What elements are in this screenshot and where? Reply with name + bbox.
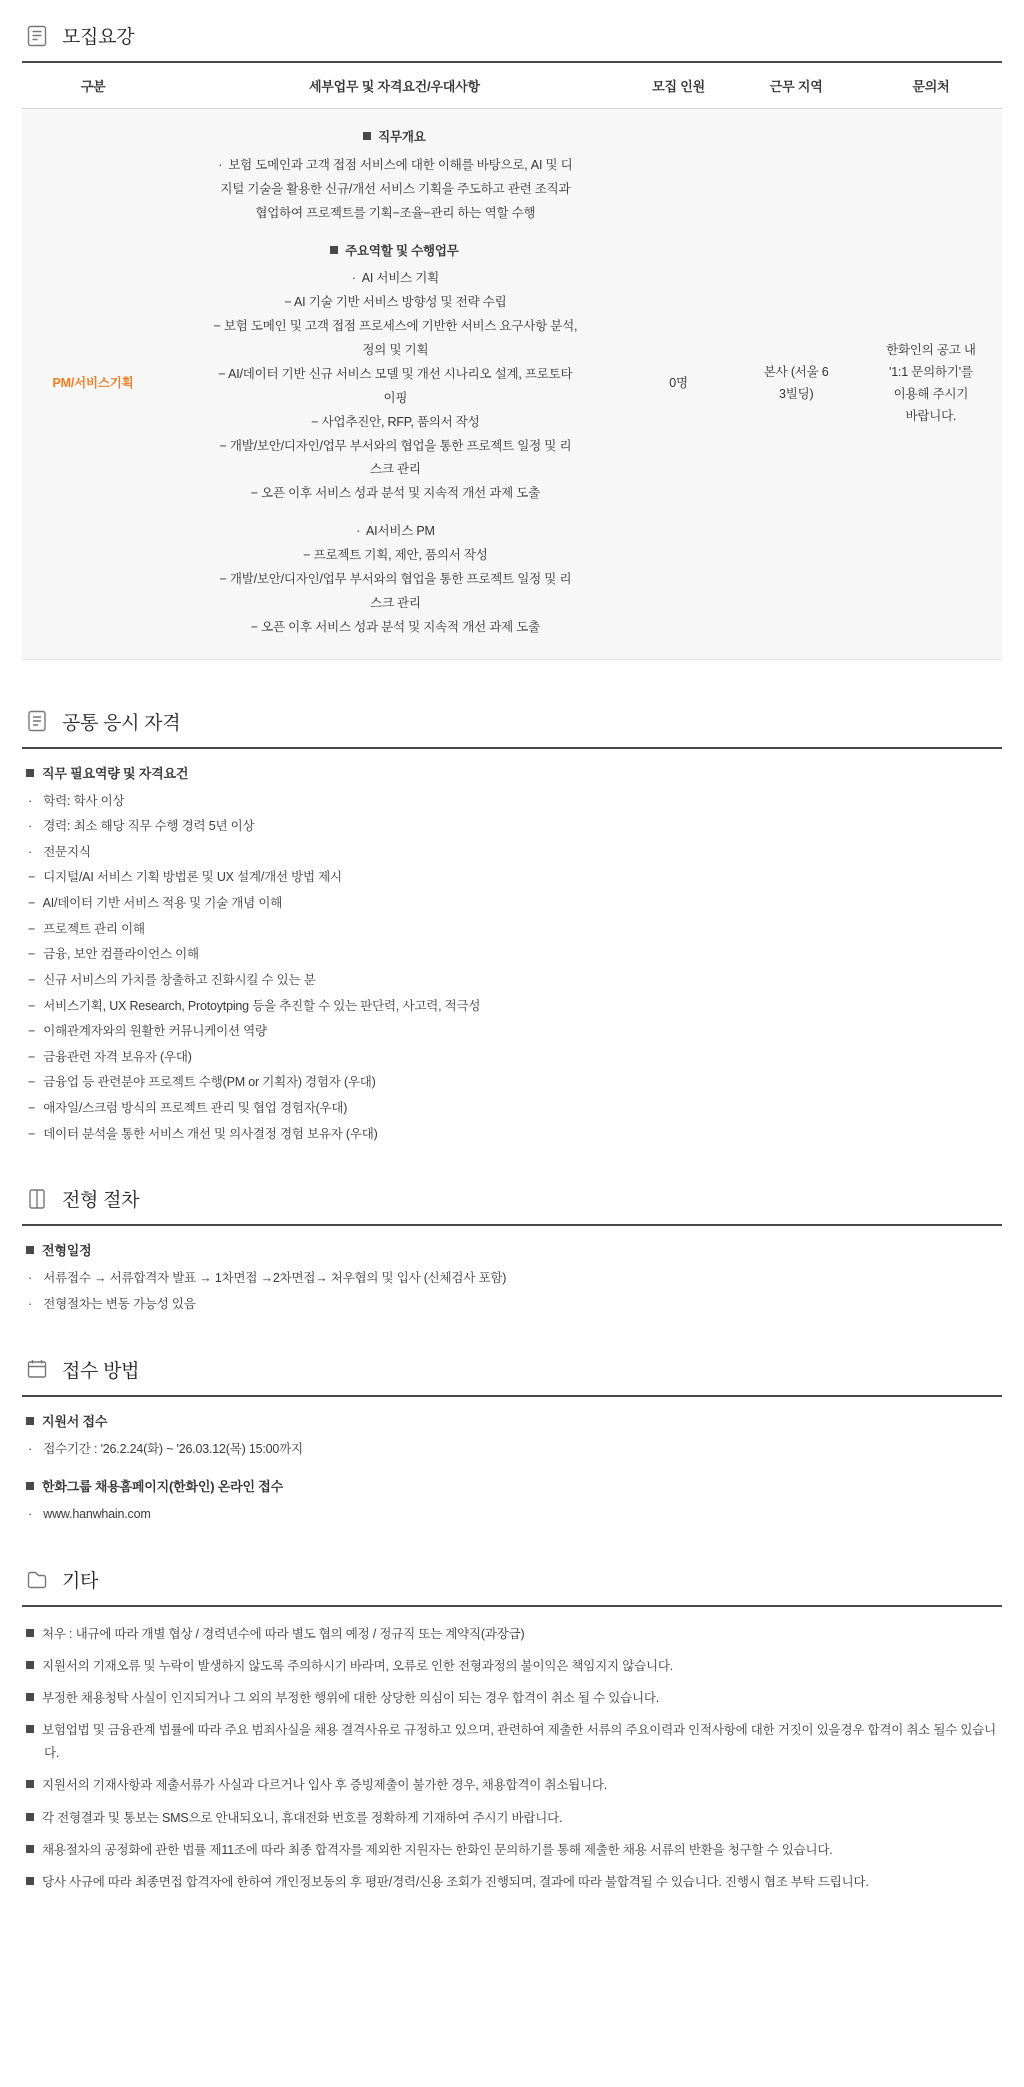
etc-body bbox=[22, 1607, 1002, 1894]
cell-headcount: 0명 bbox=[625, 109, 733, 660]
location-line-2: 3빌딩) bbox=[778, 386, 814, 401]
detail-line: − 오픈 이후 서비스 성과 분석 및 지속적 개선 과제 도출 bbox=[250, 486, 540, 501]
list-item: − 금융, 보안 컴플라이언스 이해 bbox=[28, 947, 199, 962]
list-item: · 서류접수 → 서류합격자 발표 → 1차면접 →2차면접→ 처우협의 및 입사 (신체검사 포함) bbox=[28, 1271, 507, 1286]
document-outline-icon bbox=[24, 23, 50, 49]
detail-heading: 직무개요 bbox=[174, 127, 615, 149]
detail-block bbox=[174, 241, 615, 506]
section-spacer bbox=[0, 1155, 1024, 1163]
detail-line: 지털 기술을 활용한 신규/개선 서비스 기획을 주도하고 관련 조직과 bbox=[220, 181, 571, 196]
square-bullet-icon bbox=[26, 1813, 34, 1821]
list-item: − 이해관계자와의 원활한 커뮤니케이션 역량 bbox=[28, 1024, 267, 1039]
section-spacer bbox=[0, 1326, 1024, 1334]
note-item: 당사 사규에 따라 최종면접 합격자에 한하여 개인정보동의 후 평판/경력/신용 조회가 진행되며, 결과에 따라 불합격될 수 있습니다. 진행시 협조 부탁 드립니다. bbox=[26, 1871, 998, 1894]
section-etc-header bbox=[22, 1558, 1002, 1605]
tag-icon bbox=[24, 1566, 50, 1592]
list-item: − 데이터 분석을 통한 서비스 개선 및 의사결정 경험 보유자 (우대) bbox=[28, 1126, 378, 1141]
note-item: 지원서의 기재오류 및 누락이 발생하지 않도록 주의하시기 바라며, 오류로 인한 전형과정의 불이익은 책임지지 않습니다. bbox=[26, 1655, 998, 1678]
section-qualification-title: 공통 응시 자격 bbox=[62, 712, 181, 734]
square-bullet-icon bbox=[26, 1482, 34, 1490]
square-bullet-icon bbox=[26, 1417, 34, 1425]
list-item: − 금융업 등 관련분야 프로젝트 수행(PM or 기획자) 경험자 (우대) bbox=[28, 1075, 376, 1090]
list-item: − 디지털/AI 서비스 기획 방법론 및 UX 설계/개선 방법 제시 bbox=[28, 870, 342, 885]
location-line-1: 본사 (서울 6 bbox=[763, 364, 829, 379]
list-item: · 접수기간 : '26.2.24(화) ~ '26.03.12(목) 15:00까지 bbox=[28, 1441, 303, 1456]
detail-line: · AI 서비스 기획 bbox=[351, 271, 440, 286]
note-item: 처우 : 내규에 따라 개별 협상 / 경력년수에 따라 별도 협의 예정 / 정규직 또는 계약직(과장급) bbox=[26, 1623, 998, 1646]
contact-line-3: 이용해 주시기 bbox=[893, 386, 969, 401]
list-item: · 전문지식 bbox=[28, 844, 91, 859]
table-header-row bbox=[22, 62, 1002, 109]
note-item: 부정한 채용청탁 사실이 인지되거나 그 외의 부정한 행위에 대한 상당한 의심이 되는 경우 합격이 취소 될 수 있습니다. bbox=[26, 1687, 998, 1710]
apply-body bbox=[22, 1397, 1002, 1536]
block-heading: 한화그룹 채용홈페이지(한화인) 온라인 접수 bbox=[26, 1476, 998, 1495]
table-row bbox=[22, 109, 1002, 660]
recruit-table bbox=[22, 61, 1002, 660]
section-recruit-title: 모집요강 bbox=[62, 27, 135, 48]
section-recruit-header bbox=[22, 14, 1002, 61]
col-header-category: 구분 bbox=[22, 62, 164, 109]
square-bullet-icon bbox=[26, 1661, 34, 1669]
apply-site-url[interactable]: www.hanwhain.com bbox=[43, 1507, 151, 1522]
list-item: − 서비스기획, UX Research, Protoytping 등을 추진할 수 있는 판단력, 사고력, 적극성 bbox=[28, 998, 481, 1013]
section-spacer bbox=[0, 1536, 1024, 1544]
list-item: − 프로젝트 관리 이해 bbox=[28, 921, 145, 936]
detail-line: − 개발/보안/디자인/업무 부서와의 협업을 통한 프로젝트 일정 및 리 bbox=[219, 438, 572, 453]
block-heading: 직무 필요역량 및 자격요건 bbox=[26, 763, 998, 782]
detail-heading: 주요역할 및 수행업무 bbox=[174, 241, 615, 263]
detail-line: − AI/데이터 기반 신규 서비스 모델 및 개선 시나리오 설계, 프로토타 bbox=[218, 366, 573, 381]
cell-role: PM/서비스기획 bbox=[22, 109, 164, 660]
square-bullet-icon bbox=[363, 132, 371, 140]
list-item: · 전형절차는 변동 가능성 있음 bbox=[28, 1296, 196, 1311]
detail-line: − 개발/보안/디자인/업무 부서와의 협업을 통한 프로젝트 일정 및 리 bbox=[219, 571, 572, 586]
col-header-headcount: 모집 인원 bbox=[625, 62, 733, 109]
list-item: − 금융관련 자격 보유자 (우대) bbox=[28, 1049, 192, 1064]
cell-location bbox=[732, 109, 859, 660]
section-etc-title: 기타 bbox=[62, 1570, 99, 1592]
list-item: − 신규 서비스의 가치를 창출하고 진화시킬 수 있는 분 bbox=[28, 972, 316, 987]
detail-line: 협업하여 프로젝트를 기획−조율−관리 하는 역할 수행 bbox=[255, 205, 536, 220]
square-bullet-icon bbox=[330, 246, 338, 254]
col-header-location: 근무 지역 bbox=[732, 62, 859, 109]
square-bullet-icon bbox=[26, 1693, 34, 1701]
col-header-contact: 문의처 bbox=[860, 62, 1002, 109]
list-item: · 경력: 최소 해당 직무 수행 경력 5년 이상 bbox=[28, 819, 255, 834]
detail-line: 스크 관리 bbox=[370, 595, 421, 610]
detail-line: · AI서비스 PM bbox=[356, 524, 435, 539]
contact-line-1: 한화인의 공고 내 bbox=[886, 343, 976, 357]
section-process-header bbox=[22, 1177, 1002, 1224]
square-bullet-icon bbox=[26, 1629, 34, 1637]
section-spacer bbox=[0, 660, 1024, 686]
contact-line-4: 바랍니다. bbox=[905, 408, 957, 423]
detail-line: 스크 관리 bbox=[370, 462, 421, 477]
detail-line: − 사업추진안, RFP, 품의서 작성 bbox=[311, 414, 480, 429]
contact-line-2: '1:1 문의하기'를 bbox=[889, 364, 973, 379]
section-process bbox=[0, 1177, 1024, 1325]
list-item: − AI/데이터 기반 서비스 적용 및 기술 개념 이해 bbox=[28, 896, 283, 910]
block-heading: 전형일정 bbox=[26, 1240, 998, 1259]
square-bullet-icon bbox=[26, 1877, 34, 1885]
detail-line: − 프로젝트 기획, 제안, 품의서 작성 bbox=[303, 548, 488, 562]
checklist-icon bbox=[24, 708, 50, 734]
process-body bbox=[22, 1226, 1002, 1325]
list-item: · 학력: 학사 이상 bbox=[28, 793, 125, 808]
cell-detail bbox=[164, 109, 625, 660]
qualification-body bbox=[22, 749, 1002, 1156]
square-bullet-icon bbox=[26, 1725, 34, 1733]
section-qualification bbox=[0, 700, 1024, 1156]
detail-line: − 오픈 이후 서비스 성과 분석 및 지속적 개선 과제 도출 bbox=[250, 619, 540, 634]
section-process-title: 전형 절차 bbox=[62, 1190, 140, 1212]
calendar-icon bbox=[24, 1356, 50, 1382]
clipboard-icon bbox=[24, 1186, 50, 1212]
square-bullet-icon bbox=[26, 1246, 34, 1254]
detail-line: 정의 및 기획 bbox=[362, 343, 429, 357]
col-header-detail: 세부업무 및 자격요건/우대사항 bbox=[164, 62, 625, 109]
section-apply-title: 접수 방법 bbox=[62, 1360, 140, 1382]
note-item: 각 전형결과 및 통보는 SMS으로 안내되오니, 휴대전화 번호를 정확하게 기재하여 주시기 바랍니다. bbox=[26, 1807, 998, 1830]
note-item: 채용절차의 공정화에 관한 법률 제11조에 따라 최종 합격자를 제외한 지원자는 한화인 문의하기를 통해 제출한 채용 서류의 반환을 청구할 수 있습니다. bbox=[26, 1839, 998, 1862]
detail-line: · 보험 도메인과 고객 접점 서비스에 대한 이해를 바탕으로, AI 및 디 bbox=[218, 157, 573, 172]
detail-line: 이핑 bbox=[383, 390, 408, 405]
section-etc bbox=[0, 1558, 1024, 1894]
detail-block bbox=[174, 521, 615, 638]
section-apply bbox=[0, 1348, 1024, 1536]
block-heading: 지원서 접수 bbox=[26, 1411, 998, 1430]
cell-contact bbox=[860, 109, 1002, 660]
detail-line: − AI 기술 기반 서비스 방향성 및 전략 수립 bbox=[284, 295, 507, 310]
square-bullet-icon bbox=[26, 1780, 34, 1788]
detail-line: − 보험 도메인 및 고객 접점 프로세스에 기반한 서비스 요구사항 분석, bbox=[213, 319, 578, 334]
note-item: 지원서의 기재사항과 제출서류가 사실과 다르거나 입사 후 증빙제출이 불가한 경우, 채용합격이 취소됩니다. bbox=[26, 1774, 998, 1797]
note-item: 보험업법 및 금융관계 법률에 따라 주요 범죄사실을 채용 결격사유로 규정하고 있으며, 관련하여 제출한 서류의 주요이력과 인적사항에 대한 거짓이 있을경우 합격이 취소 될수 있습니다. bbox=[26, 1719, 998, 1765]
job-posting-page bbox=[0, 14, 1024, 1923]
square-bullet-icon bbox=[26, 769, 34, 777]
section-apply-header bbox=[22, 1348, 1002, 1395]
section-qualification-header bbox=[22, 700, 1002, 747]
list-item: − 애자일/스크럼 방식의 프로젝트 관리 및 협업 경험자(우대) bbox=[28, 1101, 348, 1115]
detail-block bbox=[174, 127, 615, 225]
section-recruit bbox=[0, 14, 1024, 660]
list-item-link[interactable]: · www.hanwhain.com bbox=[28, 1507, 151, 1522]
square-bullet-icon bbox=[26, 1845, 34, 1853]
